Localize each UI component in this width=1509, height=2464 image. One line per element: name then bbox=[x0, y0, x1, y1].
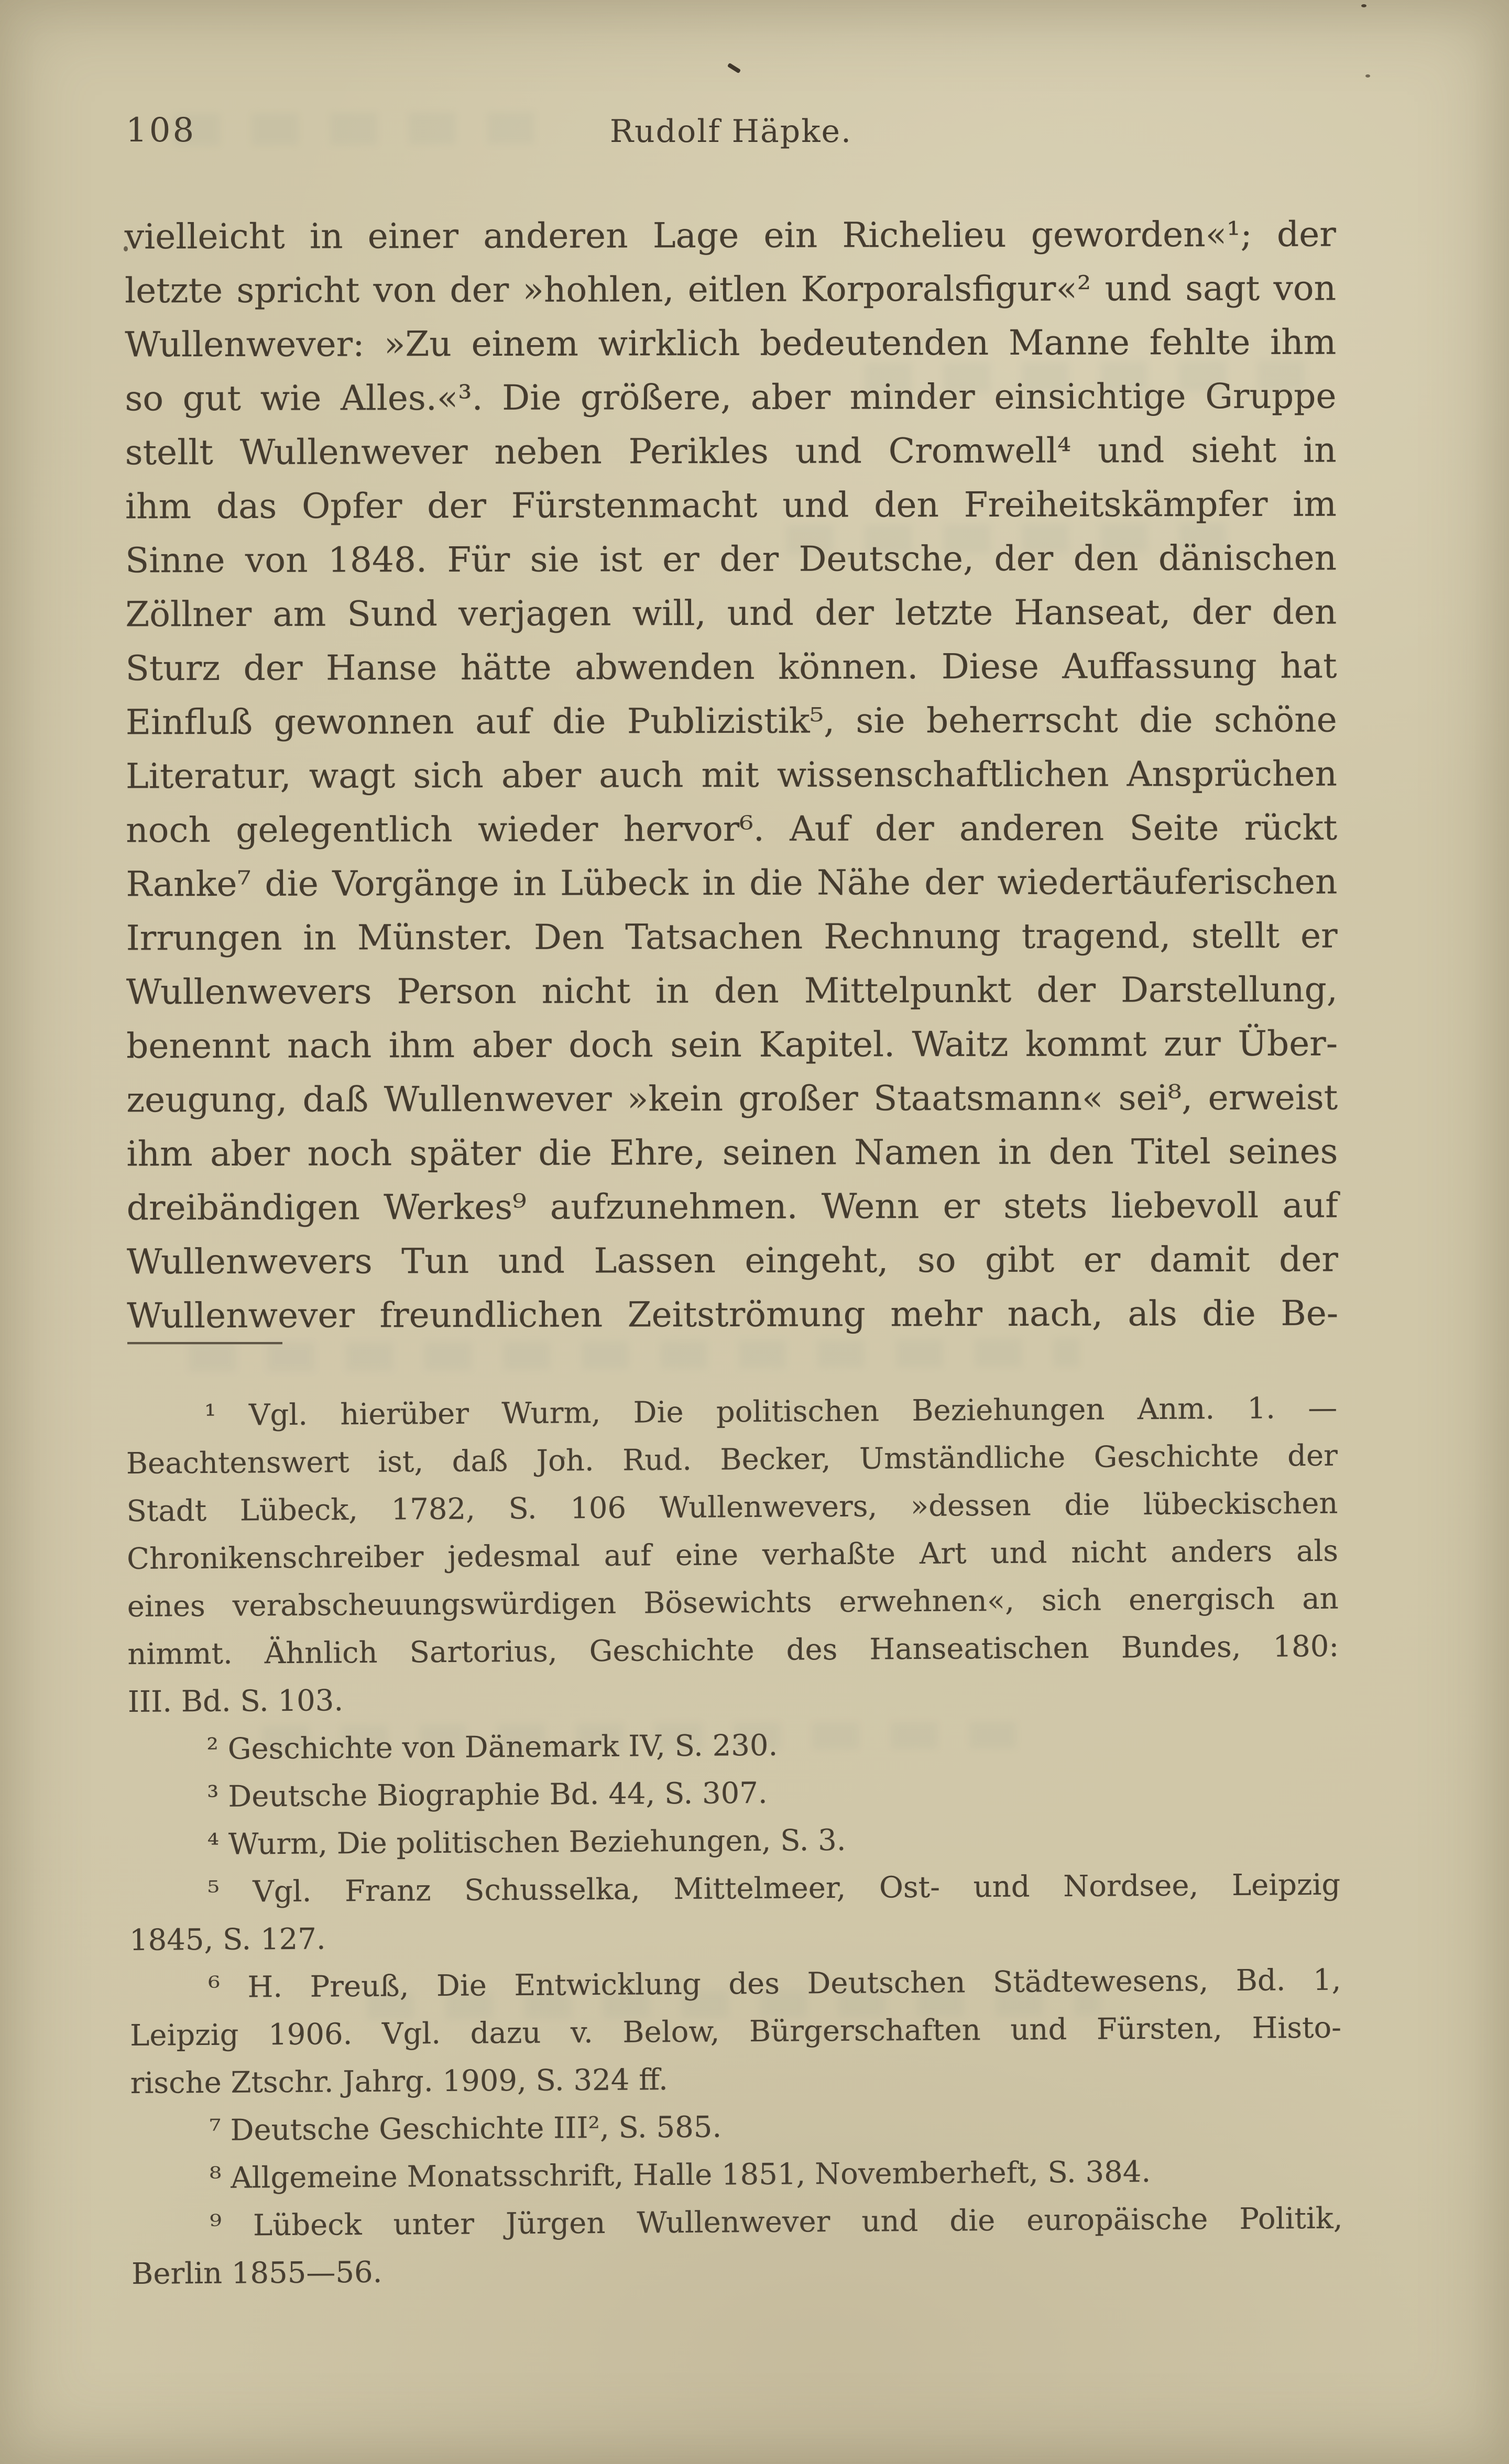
footnote-line: ⁸ Allgemeine Monatsschrift, Halle 1851, Novemberheft, S. 384. bbox=[209, 2155, 1151, 2195]
body-line: Irrungen in Münster. Den Tatsachen Rechnung tragend, stellt er bbox=[126, 915, 1338, 959]
body-line: Wullenwevers Person nicht in den Mittelpunkt der Darstellung, bbox=[126, 969, 1338, 1013]
body-line: stellt Wullenwever neben Perikles und Cromwell⁴ und sieht in bbox=[125, 430, 1337, 473]
body-line: benennt nach ihm aber doch sein Kapitel. Waitz kommt zur Über- bbox=[126, 1023, 1338, 1066]
body-line: Einfluß gewonnen auf die Publizistik⁵, sie beherrscht die schöne bbox=[125, 699, 1337, 743]
running-title: Rudolf Häpke. bbox=[609, 113, 852, 150]
body-line: Zöllner am Sund verjagen will, und der letzte Hanseat, der den bbox=[125, 591, 1337, 635]
body-line: letzte spricht von der »hohlen, eitlen Korporalsfigur«² und sagt von bbox=[124, 268, 1337, 311]
ink-speck bbox=[1361, 4, 1366, 7]
body-line: Sinne von 1848. Für sie ist er der Deutsche, der den dänischen bbox=[125, 537, 1337, 581]
footnote-separator-rule bbox=[127, 1342, 282, 1344]
footnote-line: ¹ Vgl. hierüber Wurm, Die politischen Beziehungen Anm. 1. — bbox=[204, 1391, 1338, 1433]
body-line: Wullenwevers Tun und Lassen eingeht, so gibt er damit der bbox=[126, 1239, 1339, 1282]
footnote-line: ⁷ Deutsche Geschichte III², S. 585. bbox=[209, 2110, 722, 2148]
body-line: Sturz der Hanse hätte abwenden können. Diese Auffassung hat bbox=[125, 645, 1337, 689]
footnote-line: Berlin 1855—56. bbox=[131, 2255, 382, 2291]
page-number: 108 bbox=[126, 111, 196, 150]
footnote-line: Leipzig 1906. Vgl. dazu v. Below, Bürgerschaften und Fürsten, Histo- bbox=[129, 2010, 1342, 2053]
bleedthrough-ghost bbox=[189, 1339, 1079, 1372]
footnote-line: ⁶ H. Preuß, Die Entwicklung des Deutschen Städtewesens, Bd. 1, bbox=[208, 1963, 1341, 2005]
page-header bbox=[126, 111, 1336, 158]
ink-mark bbox=[727, 63, 741, 74]
footnote-line: 1845, S. 127. bbox=[129, 1922, 326, 1957]
footnote-line: III. Bd. S. 103. bbox=[127, 1684, 344, 1719]
footnote-line: rische Ztschr. Jahrg. 1909, S. 324 ff. bbox=[130, 2063, 669, 2100]
footnote-line: eines verabscheuungswürdigen Bösewichts erwehnen«, sich energisch an bbox=[127, 1581, 1339, 1624]
body-line: Literatur, wagt sich aber auch mit wissenschaftlichen Ansprüchen bbox=[125, 753, 1338, 797]
body-line: ihm das Opfer der Fürstenmacht und den Freiheitskämpfer im bbox=[125, 483, 1337, 527]
body-line: ihm aber noch später die Ehre, seinen Namen in den Titel seines bbox=[126, 1131, 1338, 1174]
footnote-line: ² Geschichte von Dänemark IV, S. 230. bbox=[206, 1728, 778, 1766]
footnote-line: Chronikenschreiber jedesmal auf eine verhaßte Art und nicht anders als bbox=[126, 1534, 1339, 1576]
footnote-line: nimmt. Ähnlich Sartorius, Geschichte des Hanseatischen Bundes, 180: bbox=[127, 1629, 1339, 1671]
footnote-line: Beachtenswert ist, daß Joh. Rud. Becker, Umständliche Geschichte der bbox=[126, 1438, 1338, 1481]
body-line: Wullenwever: »Zu einem wirklich bedeutenden Manne fehlte ihm bbox=[125, 322, 1337, 365]
footnote-line: Stadt Lübeck, 1782, S. 106 Wullenwevers, »dessen die lübeckischen bbox=[126, 1486, 1338, 1528]
body-line: dreibändigen Werkes⁹ aufzunehmen. Wenn er stets liebevoll auf bbox=[126, 1185, 1338, 1228]
footnotes-block bbox=[126, 1384, 1343, 2298]
footnote-line: ³ Deutsche Biographie Bd. 44, S. 307. bbox=[206, 1776, 768, 1814]
body-line: so gut wie Alles.«³. Die größere, aber minder einsichtige Gruppe bbox=[125, 376, 1337, 419]
footnote-line: ⁹ Lübeck unter Jürgen Wullenwever und die europäische Politik, bbox=[210, 2201, 1343, 2243]
body-line: Wullenwever freundlichen Zeitströmung mehr nach, als die Be- bbox=[127, 1293, 1339, 1336]
main-text-block bbox=[125, 207, 1339, 1343]
body-line: noch gelegentlich wieder hervor⁶. Auf der anderen Seite rückt bbox=[126, 807, 1338, 851]
body-line: Ranke⁷ die Vorgänge in Lübeck in die Nähe der wiedertäuferischen bbox=[126, 861, 1338, 905]
footnote-line: ⁵ Vgl. Franz Schusselka, Mittelmeer, Ost- und Nordsee, Leipzig bbox=[207, 1867, 1341, 1909]
body-line: vielleicht in einer anderen Lage ein Richelieu geworden«¹; der bbox=[124, 214, 1336, 257]
ink-speck bbox=[1365, 74, 1370, 78]
footnote-line: ⁴ Wurm, Die politischen Beziehungen, S. 3. bbox=[207, 1823, 846, 1862]
body-line: zeugung, daß Wullenwever »kein großer Staatsmann« sei⁸, erweist bbox=[126, 1077, 1338, 1120]
